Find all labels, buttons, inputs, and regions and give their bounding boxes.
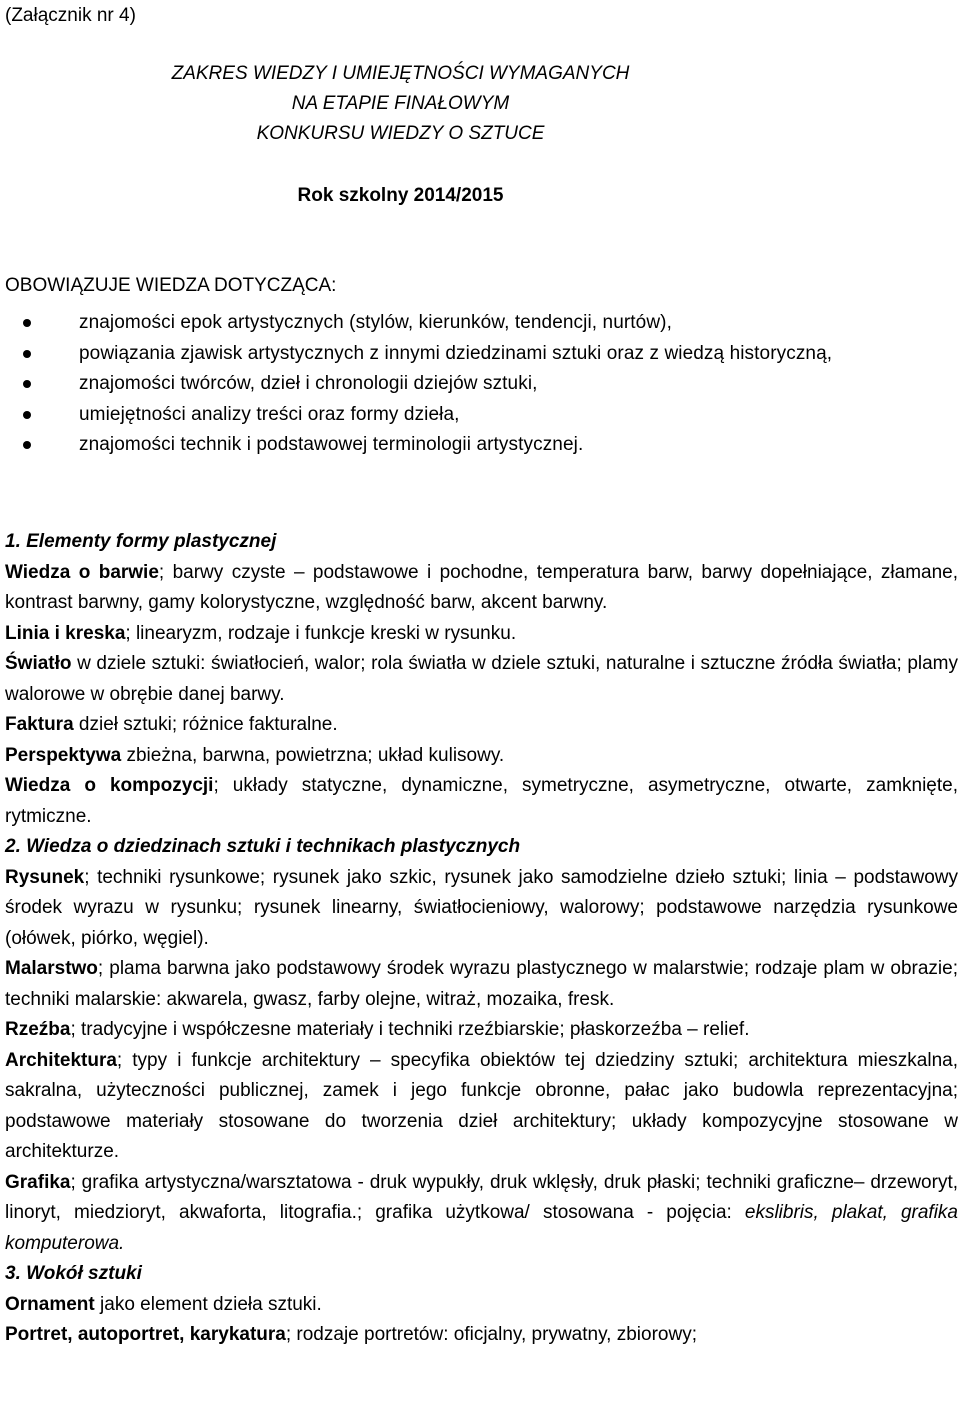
paragraph-portrait: [5, 1320, 958, 1351]
bullet-item: [5, 400, 939, 431]
bullet-text: umiejętności analizy treści oraz formy dzieła,: [79, 403, 460, 425]
title-line-3: KONKURSU WIEDZY O SZTUCE: [256, 123, 545, 144]
term-drawing: Rysunek: [5, 866, 85, 888]
document-body: [5, 527, 958, 1351]
bullet-item: [5, 369, 939, 400]
paragraph-composition: [5, 771, 958, 832]
bullet-icon: [23, 441, 31, 449]
term-architecture: Architektura: [5, 1049, 117, 1071]
bullet-text: powiązania zjawisk artystycznych z innymi dziedzinami sztuki oraz z wiedzą historyczną,: [79, 342, 833, 364]
paragraph-architecture: [5, 1046, 958, 1168]
term-painting: Malarstwo: [5, 958, 98, 979]
text-composition: ; układy statyczne, dynamiczne, symetryczne, asymetryczne, otwarte, zamknięte, rytmiczne.: [5, 775, 959, 827]
obligation-heading: OBOWIĄZUJE WIEDZA DOTYCZĄCA:: [5, 275, 337, 296]
knowledge-bullet-list: [5, 308, 939, 461]
paragraph-sculpture: [5, 1015, 958, 1046]
text-painting: ; plama barwna jako podstawowy środek wyrazu plastycznego w malarstwie; rodzaje plam w obrazie; techniki malarskie: akwarela, gwasz, farby olejne, witraż, mozaika, fresk.: [5, 958, 958, 1010]
text-ornament: jako element dzieła sztuki.: [94, 1293, 322, 1315]
section-2-heading: 2. Wiedza o dziedzinach sztuki i technikach plastycznych: [5, 836, 521, 857]
paragraph-ornament: [5, 1290, 958, 1321]
bullet-text: znajomości epok artystycznych (stylów, kierunków, tendencji, nurtów),: [79, 312, 672, 333]
paragraph-perspective: [5, 741, 958, 772]
bullet-item: [5, 308, 939, 339]
text-drawing: ; techniki rysunkowe; rysunek jako szkic, rysunek jako samodzielne dzieło sztuki; linia – podstawowy środek wyrazu w rysunku; rysunek linearny, światłocieniowy, walorowy; podstawowe narzędzia rysunkowe (ołówek, piórko, węgiel).: [5, 866, 958, 949]
term-composition: Wiedza o kompozycji: [5, 775, 214, 796]
text-portrait: ; rodzaje portretów: oficjalny, prywatny, zbiorowy;: [285, 1324, 697, 1345]
title-line-1: ZAKRES WIEDZY I UMIEJĘTNOŚCI WYMAGANYCH: [171, 63, 630, 84]
text-texture: dzieł sztuki; różnice fakturalne.: [73, 714, 338, 735]
paragraph-light: [5, 649, 958, 710]
paragraph-painting: [5, 954, 958, 1015]
section-3-heading: 3. Wokół sztuki: [5, 1263, 142, 1284]
paragraph-graphics: [5, 1168, 958, 1260]
paragraph-drawing: [5, 863, 958, 955]
bullet-item: [5, 339, 859, 370]
term-texture: Faktura: [5, 714, 74, 735]
paragraph-colors: [5, 558, 958, 619]
bullet-icon: [23, 380, 31, 388]
bullet-text: znajomości twórców, dzieł i chronologii dziejów sztuki,: [79, 373, 538, 394]
section-1-heading: 1. Elementy formy plastycznej: [5, 531, 277, 552]
graphics-concepts: ekslibris, plakat, grafika komputerowa.: [5, 1202, 958, 1254]
term-colors: Wiedza o barwie: [5, 561, 159, 583]
term-ornament: Ornament: [5, 1293, 95, 1315]
paragraph-line: [5, 619, 958, 650]
text-light: w dziele sztuki: światłocień, walor; rola światła w dziele sztuki, naturalne i sztuczne źródła światła; plamy walorowe w obrębie danej barwy.: [5, 653, 958, 705]
term-perspective: Perspektywa: [5, 744, 122, 766]
bullet-icon: [23, 411, 31, 419]
term-graphics: Grafika: [5, 1171, 71, 1193]
text-architecture: ; typy i funkcje architektury – specyfika obiektów tej dziedziny sztuki; architektura mieszkalna, sakralna, użyteczności publicznej, zamek i jego funkcje obronne, pałac jako budowla reprezentacyjna; podstawowe materiały stosowane do tworzenia dzieł architektury; układy kompozycyjne stosowane w architekturze.: [5, 1049, 958, 1162]
text-colors: ; barwy czyste – podstawowe i pochodne, temperatura barw, barwy dopełniające, złamane, kontrast barwny, gamy kolorystyczne, względność barw, akcent barwny.: [5, 561, 958, 613]
text-perspective: zbieżna, barwna, powietrzna; układ kulisowy.: [121, 744, 505, 766]
bullet-icon: [23, 319, 31, 327]
term-line: Linia i kreska: [5, 622, 126, 644]
term-portrait: Portret, autoportret, karykatura: [5, 1324, 286, 1345]
bullet-text: znajomości technik i podstawowej terminologii artystycznej.: [79, 434, 584, 455]
text-sculpture: ; tradycyjne i współczesne materiały i techniki rzeźbiarskie; płaskorzeźba – relief.: [70, 1019, 750, 1040]
bullet-icon: [23, 350, 31, 358]
school-year: Rok szkolny 2014/2015: [297, 185, 504, 206]
text-line: ; linearyzm, rodzaje i funkcje kreski w rysunku.: [125, 622, 517, 644]
annex-label: (Załącznik nr 4): [5, 5, 136, 26]
text-graphics: ; grafika artystyczna/warsztatowa - druk wypukły, druk wklęsły, druk płaski; techniki graficzne– drzeworyt, linoryt, miedzioryt, akwaforta, litografia.; grafika użytkowa/ stosowana - pojęcia:: [5, 1171, 958, 1223]
bullet-item: [5, 430, 939, 461]
term-sculpture: Rzeźba: [5, 1019, 71, 1040]
term-light: Światło: [5, 653, 72, 674]
paragraph-texture: [5, 710, 958, 741]
title-line-2: NA ETAPIE FINAŁOWYM: [291, 93, 510, 114]
